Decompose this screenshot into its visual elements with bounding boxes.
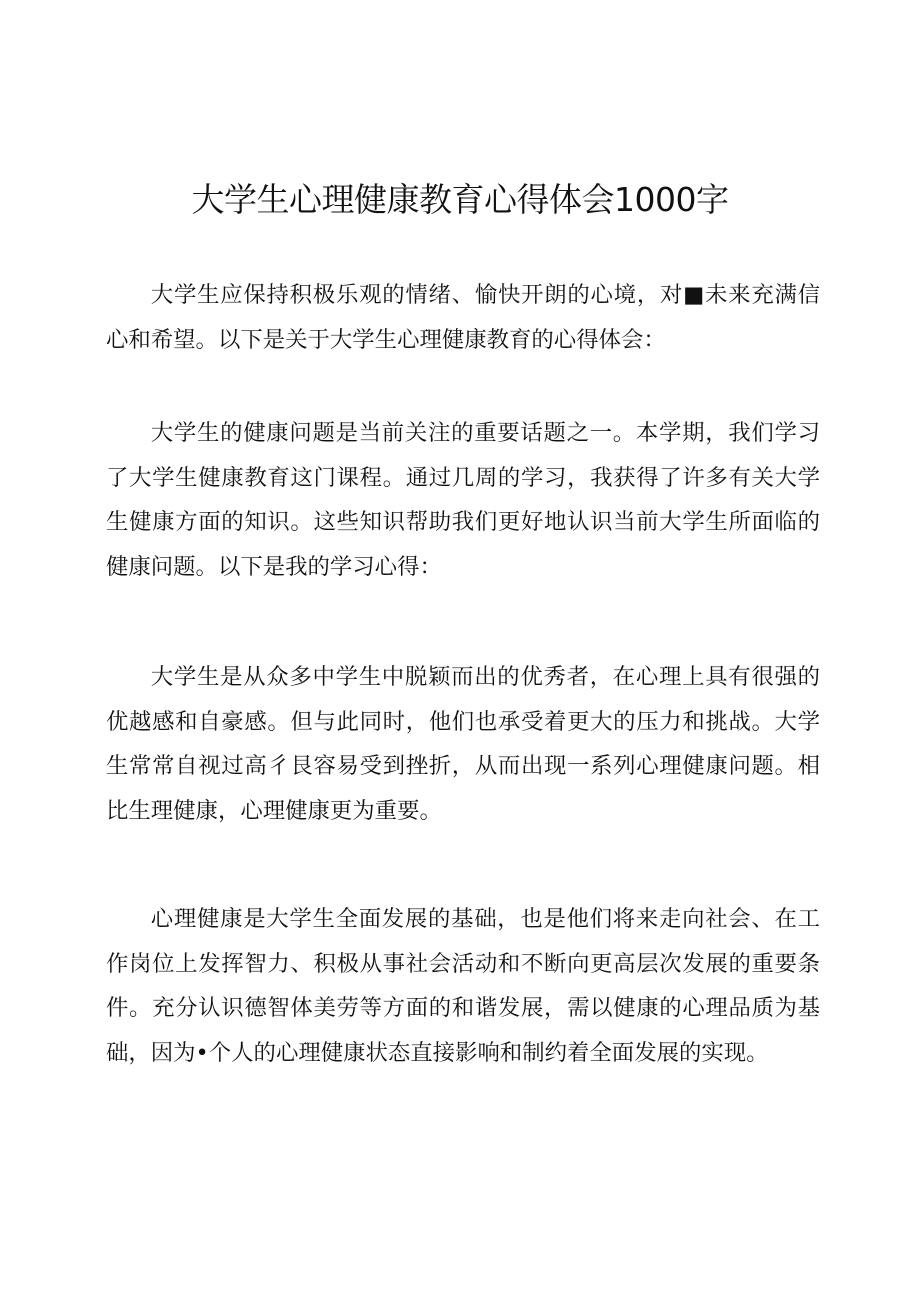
paragraph-health-issues: 大学生的健康问题是当前关注的重要话题之一。本学期，我们学习了大学生健康教育这门课程。通过几周的学习，我获得了许多有关大学生健康方面的知识。这些知识帮助我们更好地认识当前大学生所面临的健康问题。以下是我的学习心得： (106, 420, 820, 580)
paragraph-students-pressure: 大学生是从众多中学生中脱颖而出的优秀者，在心理上具有很强的优越感和自豪感。但与此同时，他们也承受着更大的压力和挑战。大学生常常自视过高彳艮容易受到挫折，从而出现一系列心理健康问题。相比生理健康，心理健康更为重要。 (106, 664, 820, 824)
paragraph-intro: 大学生应保持积极乐观的情绪、愉快开朗的心境，对■未来充满信心和希望。以下是关于大学生心理健康教育的心得体会： (106, 282, 820, 353)
document-title: 大学生心理健康教育心得体会1000字 (191, 180, 729, 219)
paragraph-mental-health-foundation: 心理健康是大学生全面发展的基础，也是他们将来走向社会、在工作岗位上发挥智力、积极从事社会活动和不断向更高层次发展的重要条件。充分认识德智体美劳等方面的和谐发展，需以健康的心理品质为基础，因为•个人的心理健康状态直接影响和制约着全面发展的实现。 (106, 906, 820, 1066)
